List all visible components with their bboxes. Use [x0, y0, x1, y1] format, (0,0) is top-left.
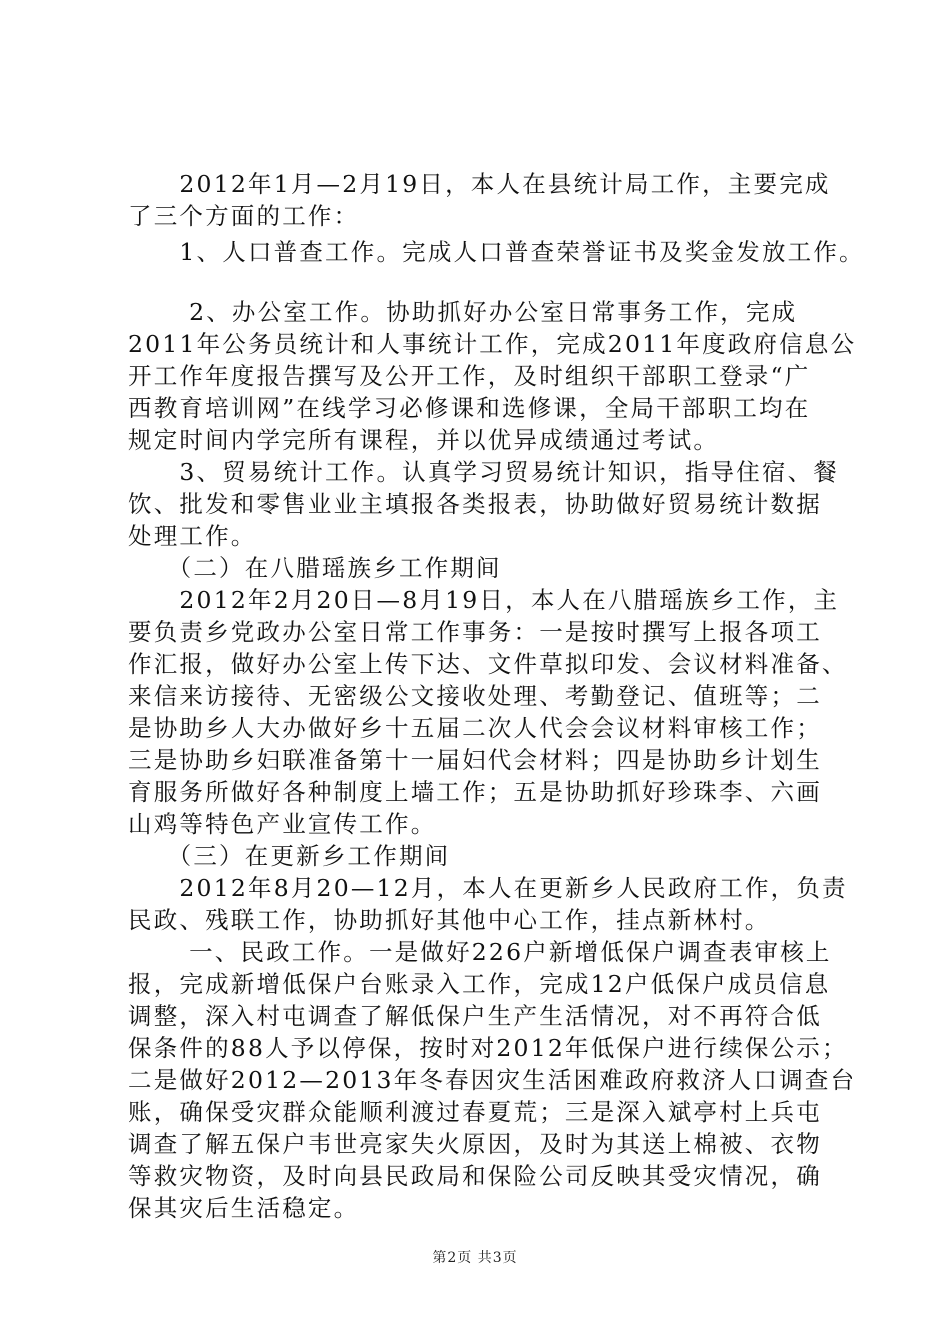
text-line: 调查了解五保户韦世亮家失火原因，及时为其送上棉被、衣物 [128, 1130, 822, 1158]
text-line: 1、人口普查工作。完成人口普查荣誉证书及奖金发放工作。 [128, 238, 865, 266]
text-line: 报，完成新增低保户台账录入工作，完成12户低保户成员信息 [128, 970, 831, 998]
section-heading: （三）在更新乡工作期间 [128, 842, 451, 870]
text-line: 育服务所做好各种制度上墙工作；五是协助抓好珍珠李、六画 [128, 778, 822, 806]
text-line: 2011年公务员统计和人事统计工作，完成2011年度政府信息公 [128, 330, 857, 358]
text-line: 保条件的88人予以停保，按时对2012年低保户进行续保公示； [128, 1034, 848, 1062]
text-line: 了三个方面的工作： [128, 202, 360, 230]
text-line: 等救灾物资，及时向县民政局和保险公司反映其受灾情况，确 [128, 1162, 822, 1190]
text-line: 西教育培训网”在线学习必修课和选修课，全局干部职工均在 [128, 394, 811, 422]
text-line: 要负责乡党政办公室日常工作事务：一是按时撰写上报各项工 [128, 618, 822, 646]
text-line: 处理工作。 [128, 522, 257, 550]
page-number-footer: 第2页 共3页 [432, 1250, 518, 1266]
text-line: 2、办公室工作。协助抓好办公室日常事务工作，完成 [128, 298, 798, 326]
text-line: 3、贸易统计工作。认真学习贸易统计知识，指导住宿、餐 [128, 458, 840, 486]
text-line: 山鸡等特色产业宣传工作。 [128, 810, 437, 838]
text-line: 来信来访接待、无密级公文接收处理、考勤登记、值班等；二 [128, 682, 822, 710]
text-line: 2012年2月20日—8月19日，本人在八腊瑶族乡工作，主 [128, 586, 840, 614]
text-line: 2012年1月—2月19日，本人在县统计局工作，主要完成 [128, 170, 831, 198]
text-line: 饮、批发和零售业业主填报各类报表，协助做好贸易统计数据 [128, 490, 822, 518]
text-line: 民政、残联工作，协助抓好其他中心工作，挂点新林村。 [128, 906, 771, 934]
text-line: 保其灾后生活稳定。 [128, 1194, 360, 1222]
text-line: 规定时间内学完所有课程，并以优异成绩通过考试。 [128, 426, 720, 454]
text-line: 是协助乡人大办做好乡十五届二次人代会会议材料审核工作； [128, 714, 822, 742]
text-line: 2012年8月20—12月，本人在更新乡人民政府工作，负责 [128, 874, 848, 902]
text-line: 开工作年度报告撰写及公开工作，及时组织干部职工登录“广 [128, 362, 811, 390]
text-line: 作汇报，做好办公室上传下达、文件草拟印发、会议材料准备、 [128, 650, 848, 678]
section-heading: （二）在八腊瑶族乡工作期间 [128, 554, 502, 582]
text-line: 二是做好2012—2013年冬春因灾生活困难政府救济人口调查台 [128, 1066, 857, 1094]
text-line: 调整，深入村屯调查了解低保户生产生活情况，对不再符合低 [128, 1002, 822, 1030]
text-line: 三是协助乡妇联准备第十一届妇代会材料；四是协助乡计划生 [128, 746, 822, 774]
text-line: 一、民政工作。一是做好226户新增低保户调查表审核上 [128, 938, 832, 966]
text-line: 账，确保受灾群众能顺利渡过春夏荒；三是深入斌亭村上兵屯 [128, 1098, 822, 1126]
